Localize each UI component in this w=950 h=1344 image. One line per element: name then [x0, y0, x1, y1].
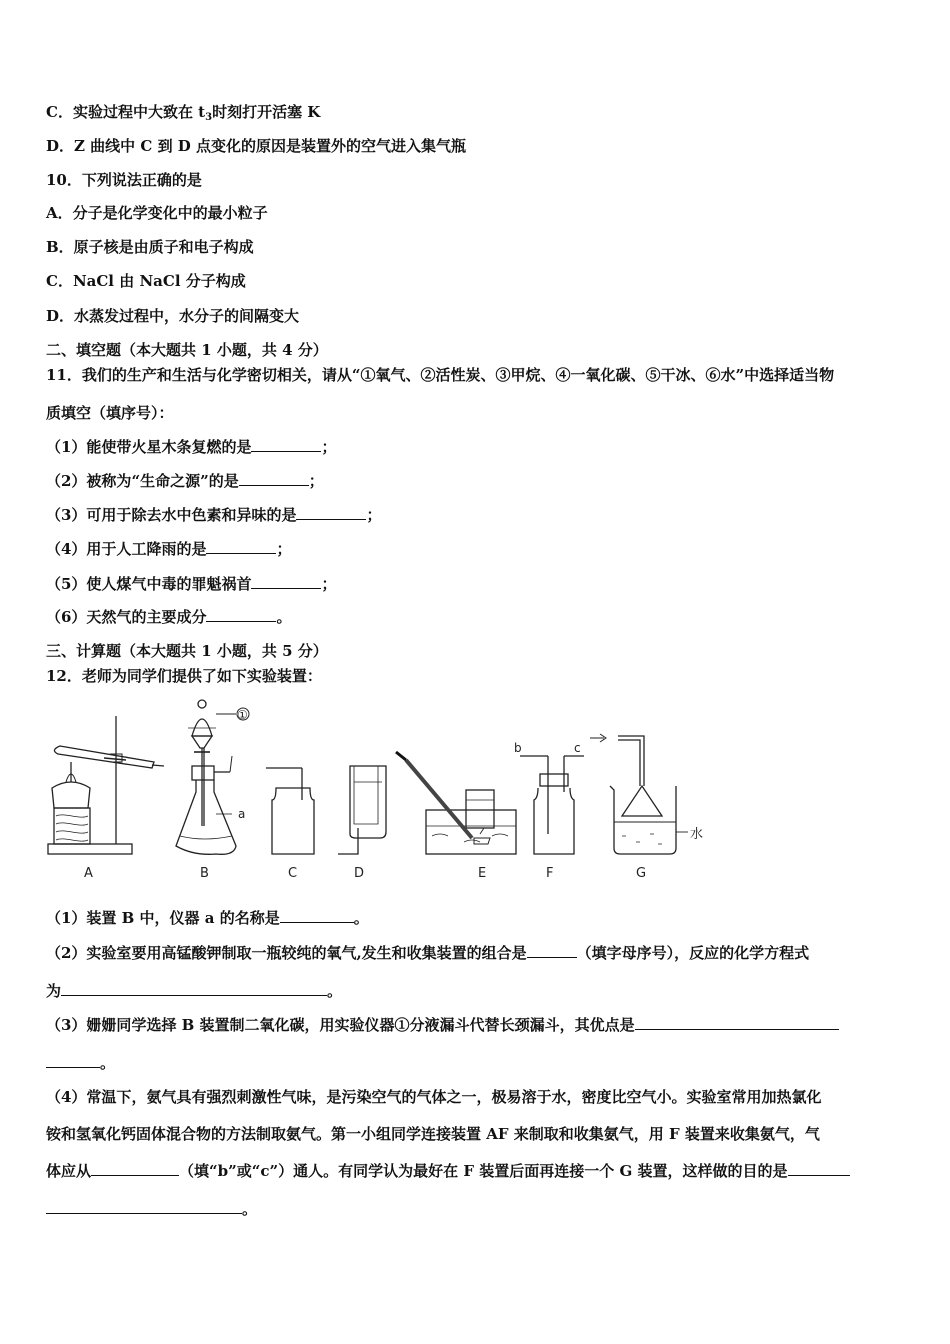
answer-blank[interactable]	[251, 437, 321, 452]
answer-blank[interactable]	[206, 607, 276, 622]
q11-stem-line2: 质填空（填序号）：	[46, 404, 174, 422]
q11-item-1: （1）能使带火星木条复燃的是 ；	[46, 438, 337, 456]
apparatus-g	[590, 734, 703, 854]
answer-blank[interactable]	[527, 943, 577, 958]
apparatus-d	[338, 766, 386, 854]
apparatus-a	[48, 716, 164, 854]
q11-item-6: （6）天然气的主要成分 。	[46, 608, 292, 626]
section-2-heading: 二、填空题（本大题共 1 小题，共 4 分）	[46, 341, 328, 359]
q10-option-a: A．分子是化学变化中的最小粒子	[46, 204, 268, 222]
q12-part-4-line1: （4）常温下，氨气具有强烈刺激性气味，是污染空气的气体之一，极易溶于水，密度比空气小。实验室常用加热氯化	[46, 1088, 822, 1106]
q12-part-2-line1: （2）实验室要用高锰酸钾制取一瓶较纯的氧气,发生和收集装置的组合是 （填字母序号），反应的化学方程式	[46, 944, 810, 962]
q12-part-3-line1: （3）姗姗同学选择 B 装置制二氧化碳，用实验仪器①分液漏斗代替长颈漏斗，其优点是	[46, 1015, 839, 1035]
label-e: E	[478, 866, 487, 881]
label-b: B	[200, 866, 209, 881]
option-d-prev: D．Z 曲线中 C 到 D 点变化的原因是装置外的空气进入集气瓶	[46, 137, 467, 155]
label-f: F	[546, 866, 554, 881]
label-c: C	[288, 866, 298, 881]
q12-stem: 12．老师为同学们提供了如下实验装置：	[46, 667, 322, 685]
label-port-c: c	[574, 741, 581, 755]
label-port-b: b	[514, 741, 522, 755]
answer-blank[interactable]	[91, 1161, 179, 1176]
answer-blank[interactable]	[251, 574, 321, 589]
q11-stem-line1: 11．我们的生产和生活与化学密切相关，请从“①氧气、②活性炭、③甲烷、④一氧化碳、⑤干冰、⑥水”中选择适当物	[46, 366, 835, 384]
q10-option-c: C．NaCl 由 NaCl 分子构成	[46, 272, 246, 290]
answer-blank[interactable]	[296, 505, 366, 520]
apparatus-e	[396, 752, 516, 854]
answer-blank[interactable]	[239, 471, 309, 486]
q10-stem: 10．下列说法正确的是	[46, 171, 202, 189]
apparatus-c	[266, 768, 314, 854]
label-a: A	[84, 866, 93, 881]
answer-blank[interactable]	[46, 1053, 100, 1068]
q12-part-2-line2: 为 。	[46, 982, 343, 1000]
answer-blank[interactable]	[635, 1015, 839, 1030]
label-d: D	[354, 866, 365, 881]
q11-item-2: （2）被称为“生命之源”的是 ；	[46, 472, 324, 490]
q11-item-3: （3）可用于除去水中色素和异味的是 ；	[46, 506, 382, 524]
label-flask-a: a	[238, 807, 246, 821]
q12-part-3-line2: 。	[46, 1053, 115, 1073]
q11-item-4: （4）用于人工降雨的是 ；	[46, 540, 292, 558]
answer-blank[interactable]	[46, 1199, 242, 1214]
q12-part-1: （1）装置 B 中，仪器 a 的名称是 。	[46, 909, 369, 927]
label-g: G	[636, 866, 647, 881]
lab-apparatus-figure	[44, 696, 724, 886]
apparatus-f	[514, 741, 584, 854]
label-water: 水	[690, 827, 704, 842]
answer-blank[interactable]	[206, 539, 276, 554]
section-3-heading: 三、计算题（本大题共 1 小题，共 5 分）	[46, 642, 328, 660]
q12-part-4-line2: 铵和氢氧化钙固体混合物的方法制取氨气。第一小组同学连接装置 AF 来制取和收集氨气，用 F 装置来收集氨气，气	[46, 1125, 820, 1143]
answer-blank[interactable]	[61, 981, 327, 996]
answer-blank[interactable]	[280, 908, 354, 923]
q11-item-5: （5）使人煤气中毒的罪魁祸首 ；	[46, 575, 337, 593]
apparatus-b	[176, 700, 249, 854]
option-c-prev: C．实验过程中大致在 $t_3$时刻打开活塞 K	[46, 103, 321, 123]
q12-part-4-line4: 。	[46, 1199, 257, 1219]
q12-part-4-line3: 体应从 （填“b”或“c”）通人。有同学认为最好在 F 装置后面再连接一个 G 装置，这样做的目的是	[46, 1161, 850, 1181]
q10-option-b: B．原子核是由质子和电子构成	[46, 238, 254, 256]
q10-option-d: D．水蒸发过程中，水分子的间隔变大	[46, 307, 300, 325]
label-funnel-marker: ①	[237, 708, 248, 722]
answer-blank[interactable]	[788, 1161, 850, 1176]
